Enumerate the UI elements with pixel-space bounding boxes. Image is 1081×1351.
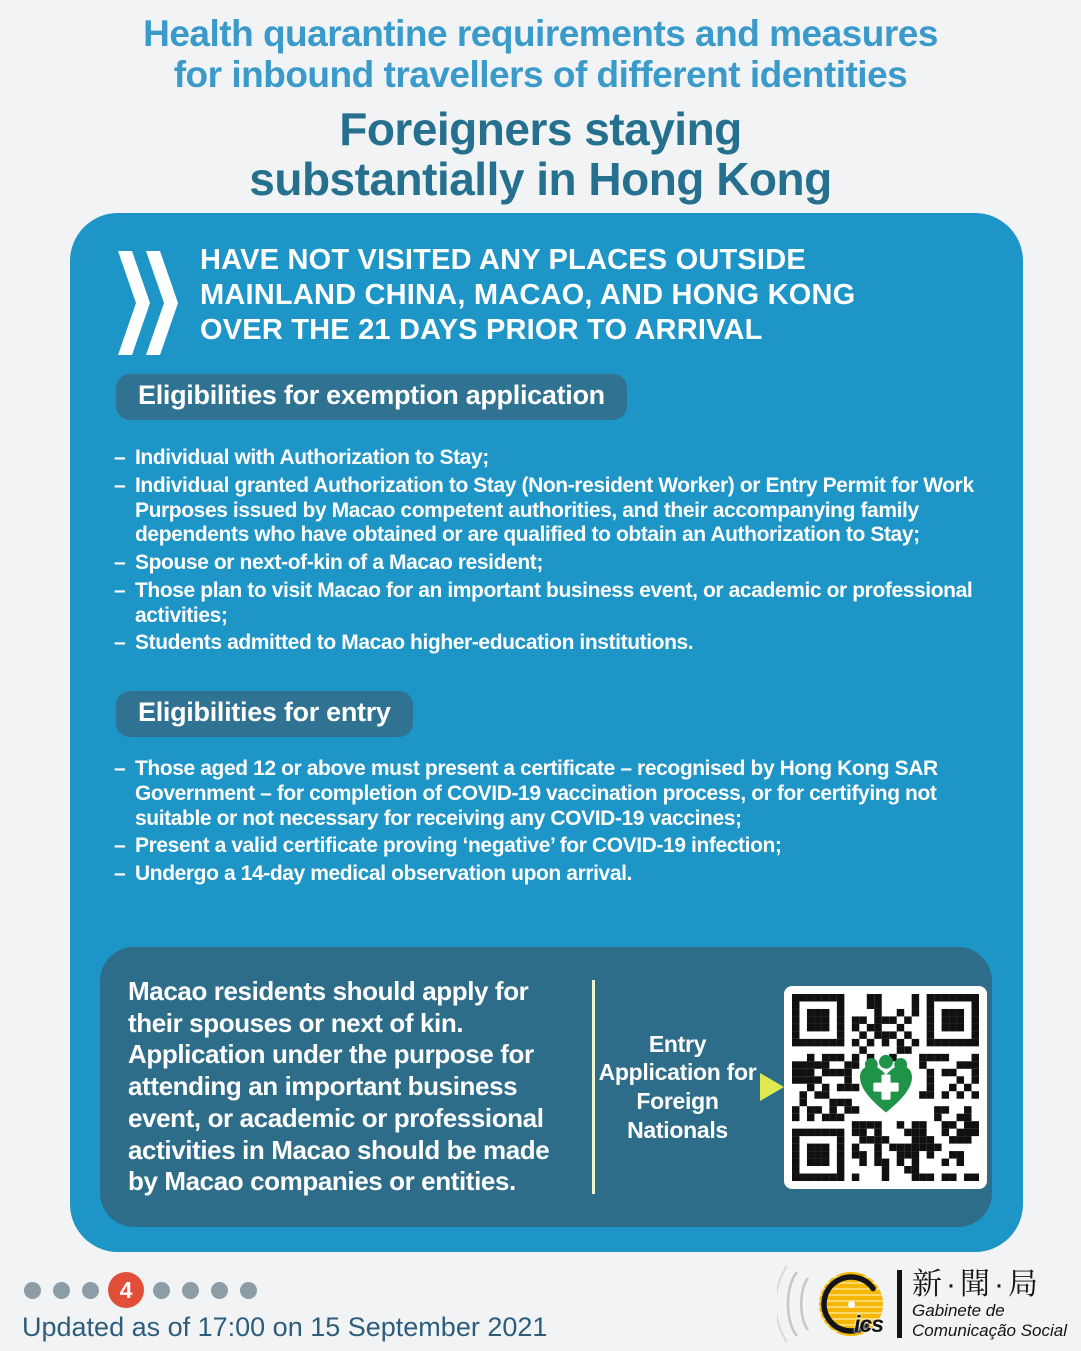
subtitle-line: Foreigners staying	[339, 103, 742, 156]
title-line: Health quarantine requirements and measures	[143, 13, 938, 54]
list-item: – Present a valid certificate proving ‘negative’ for COVID-19 infection;	[114, 834, 999, 859]
list-item: – Spouse or next-of-kin of a Macao resident;	[114, 551, 999, 576]
list-item: – Individual granted Authorization to Stay (Non-resident Worker) or Entry Permit for Work Purposes issued by Macao competent authorities, and their accompanying family dependents who have obtained or are qualified to obtain an Authorization to Stay;	[114, 474, 999, 548]
page-subtitle	[0, 105, 1081, 204]
page-header	[0, 0, 1081, 205]
list-item: – Undergo a 14-day medical observation upon arrival.	[114, 862, 999, 887]
subtitle-line: substantially in Hong Kong	[249, 153, 832, 206]
list-item: – Individual with Authorization to Stay;	[114, 446, 999, 471]
qr-label: Entry Application for Foreign Nationals	[598, 1030, 757, 1143]
list-item: – Those plan to visit Macao for an important business event, or academic or professional activities;	[114, 579, 999, 629]
note-card	[100, 947, 992, 1227]
pagination-dot	[24, 1282, 41, 1299]
logo-cjk: 新·聞·局	[912, 1268, 1043, 1302]
info-card	[70, 213, 1023, 1252]
center-dot	[848, 1301, 855, 1308]
double-chevron-right-icon	[116, 247, 178, 364]
pagination-dot	[53, 1282, 70, 1299]
logo-divider	[897, 1270, 902, 1338]
pagination-dot	[211, 1282, 228, 1299]
card-header	[70, 213, 1023, 364]
heading-line: OVER THE 21 DAYS PRIOR TO ARRIVAL	[200, 313, 763, 346]
qr-code	[784, 986, 987, 1189]
triangle-right-icon	[760, 1073, 784, 1101]
gcs-logo	[777, 1262, 1067, 1346]
heading-line: HAVE NOT VISITED ANY PLACES OUTSIDE	[200, 244, 806, 276]
title-line: for inbound travellers of different identities	[173, 53, 908, 95]
gcs-monogram: ics	[854, 1311, 884, 1337]
list-item: – Students admitted to Macao higher-education institutions.	[114, 631, 999, 656]
section-heading	[200, 243, 855, 347]
entry-list	[114, 757, 999, 887]
health-bureau-heart-icon	[854, 1052, 918, 1116]
page-indicator-current: 4	[108, 1272, 144, 1308]
note-text: Macao residents should apply for their spouses or next of kin. Application under the purpose for attending an important business event, or academic or professional activities in Macao should be made by Macao companies or entities.	[128, 975, 550, 1197]
pagination	[24, 1272, 269, 1308]
logo-pt-line: Comunicação Social	[912, 1320, 1067, 1340]
pagination-dot	[240, 1282, 257, 1299]
pagination-dot	[82, 1282, 99, 1299]
list-item: – Those aged 12 or above must present a certificate – recognised by Hong Kong SAR Government – for completion of COVID-19 vaccination process, or for certifying not suitable or not necessary for receiving any COVID-19 vaccines;	[114, 757, 999, 831]
heading-line: MAINLAND CHINA, MACAO, AND HONG KONG	[200, 278, 856, 311]
page-title	[0, 0, 1081, 95]
radio-waves-icon	[777, 1262, 821, 1346]
pagination-dot	[182, 1282, 199, 1299]
gcs-emblem	[817, 1270, 885, 1338]
updated-text: Updated as of 17:00 on 15 September 2021	[22, 1312, 548, 1342]
logo-pt-line: Gabinete de	[912, 1301, 1005, 1321]
pagination-dot	[153, 1282, 170, 1299]
exemption-list	[114, 446, 999, 656]
exemption-badge: Eligibilities for exemption application	[116, 374, 627, 420]
entry-badge: Eligibilities for entry	[116, 691, 413, 737]
logo-text	[912, 1268, 1067, 1339]
